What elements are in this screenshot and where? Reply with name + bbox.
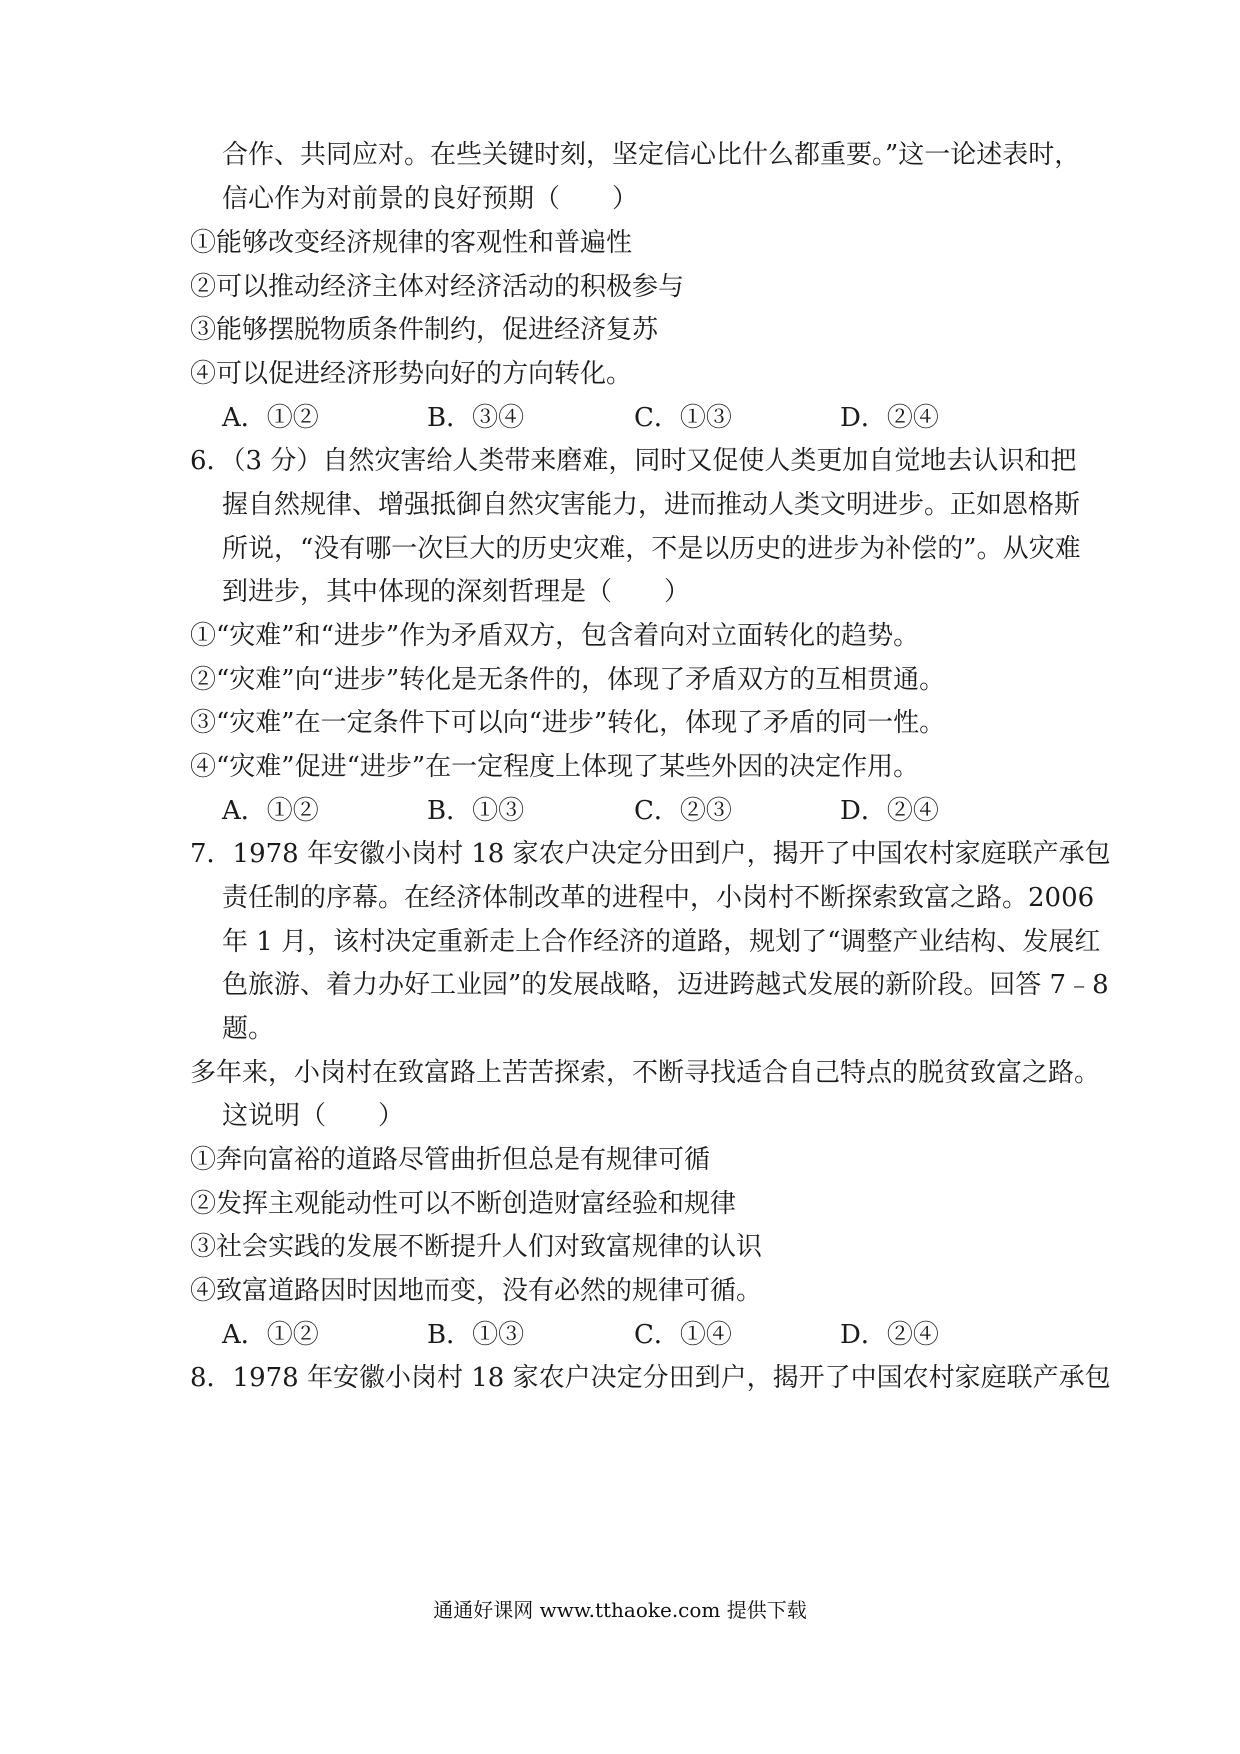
q5-stem-line-2: 信心作为对前景的良好预期（ ） xyxy=(222,184,639,214)
q7-item-4: ④致富道路因时因地而变，没有必然的规律可循。 xyxy=(190,1276,763,1306)
q7-sub-stem-line-1: 多年来，小岗村在致富路上苦苦探索，不断寻找适合自己特点的脱贫致富之路。 xyxy=(190,1058,1101,1088)
q7-choice-c: C．①④ xyxy=(634,1320,732,1350)
q7-choices xyxy=(222,1318,1022,1352)
q5-item-4: ④可以促进经济形势向好的方向转化。 xyxy=(190,359,633,389)
q5-choices xyxy=(222,401,1022,435)
q7-stem-line-5: 题。 xyxy=(222,1014,275,1044)
q6-choices xyxy=(222,794,1022,828)
q6-item-4: ④“灾难”促进“进步”在一定程度上体现了某些外因的决定作用。 xyxy=(190,752,920,782)
q7-stem-line-2: 责任制的序幕。在经济体制改革的进程中，小岗村不断探索致富之路。2006 xyxy=(222,883,1095,913)
q5-choice-a: A．①② xyxy=(222,403,319,433)
q6-stem-line-1: 6．（3 分）自然灾害给人类带来磨难，同时又促使人类更加自觉地去认识和把 xyxy=(190,446,1077,476)
q6-choice-d: D．②④ xyxy=(840,796,939,826)
q7-stem-line-3: 年 1 月，该村决定重新走上合作经济的道路，规划了“调整产业结构、发展红 xyxy=(222,927,1101,957)
q5-item-2: ②可以推动经济主体对经济活动的积极参与 xyxy=(190,272,685,302)
q5-choice-c: C．①③ xyxy=(634,403,732,433)
q6-item-1: ①“灾难”和“进步”作为矛盾双方，包含着向对立面转化的趋势。 xyxy=(190,621,920,651)
q6-choice-c: C．②③ xyxy=(634,796,732,826)
q6-item-3: ③“灾难”在一定条件下可以向“进步”转化，体现了矛盾的同一性。 xyxy=(190,708,946,738)
q7-item-1: ①奔向富裕的道路尽管曲折但总是有规律可循 xyxy=(190,1145,711,1175)
q7-choice-a: A．①② xyxy=(222,1320,319,1350)
page-footer: 通通好课网 www.tthaoke.com 提供下载 xyxy=(433,1598,807,1622)
q7-stem-line-4: 色旅游、着力办好工业园”的发展战略，迈进跨越式发展的新阶段。回答 7﹣8 xyxy=(222,970,1109,1000)
q5-stem-line-1: 合作、共同应对。在些关键时刻，坚定信心比什么都重要。”这一论述表时， xyxy=(222,140,1081,170)
q7-choice-d: D．②④ xyxy=(840,1320,939,1350)
q6-stem-line-2: 握自然规律、增强抵御自然灾害能力，进而推动人类文明进步。正如恩格斯 xyxy=(222,490,1081,520)
q7-choice-b: B．①③ xyxy=(427,1320,525,1350)
q6-stem-line-4: 到进步，其中体现的深刻哲理是（ ） xyxy=(222,577,691,607)
q7-item-2: ②发挥主观能动性可以不断创造财富经验和规律 xyxy=(190,1189,737,1219)
q6-item-2: ②“灾难”向“进步”转化是无条件的，体现了矛盾双方的互相贯通。 xyxy=(190,665,946,695)
q5-item-3: ③能够摆脱物质条件制约，促进经济复苏 xyxy=(190,315,659,345)
q5-choice-d: D．②④ xyxy=(840,403,939,433)
q7-sub-stem-line-2: 这说明（ ） xyxy=(222,1101,405,1131)
q7-item-3: ③社会实践的发展不断提升人们对致富规律的认识 xyxy=(190,1232,763,1262)
q6-choice-a: A．①② xyxy=(222,796,319,826)
q6-stem-line-3: 所说，“没有哪一次巨大的历史灾难，不是以历史的进步为补偿的”。从灾难 xyxy=(222,534,1081,564)
q5-choice-b: B．③④ xyxy=(427,403,525,433)
q5-item-1: ①能够改变经济规律的客观性和普遍性 xyxy=(190,228,633,258)
q7-stem-line-1: 7．1978 年安徽小岗村 18 家农户决定分田到户，揭开了中国农村家庭联产承包 xyxy=(190,839,1111,869)
q8-stem-line-1: 8．1978 年安徽小岗村 18 家农户决定分田到户，揭开了中国农村家庭联产承包 xyxy=(190,1363,1111,1393)
q6-choice-b: B．①③ xyxy=(427,796,525,826)
